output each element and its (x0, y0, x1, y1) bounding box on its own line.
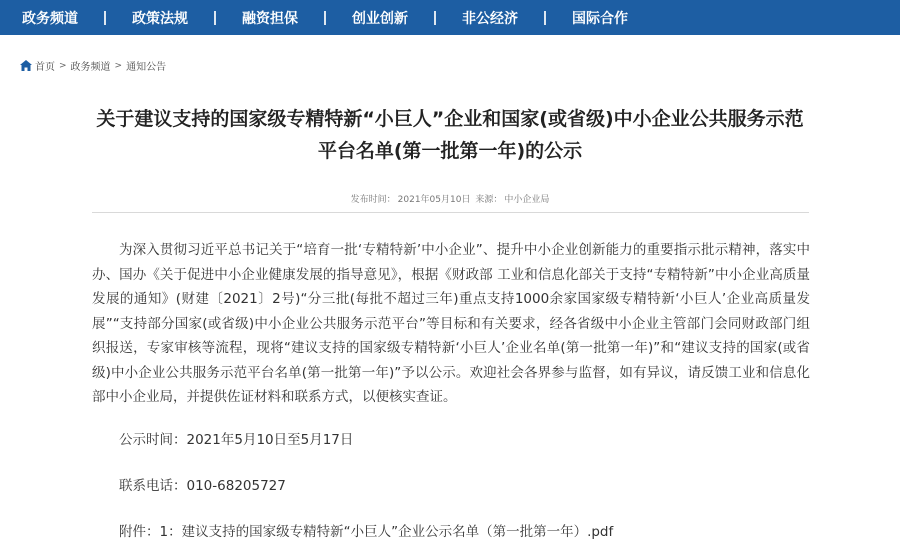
nav-separator (324, 11, 326, 25)
publish-date: 2021年05月10日 (397, 195, 471, 205)
nav-item-rongzi[interactable]: 融资担保 (242, 10, 298, 27)
breadcrumb (20, 58, 166, 73)
nav-separator (544, 11, 546, 25)
title-line-1: 关于建议支持的国家级专精特新“小巨人”企业和国家(或省级)中小企业公共服务示范 (96, 108, 804, 130)
source-name: 中小企业局 (504, 195, 550, 205)
nav-item-chuangye[interactable]: 创业创新 (352, 10, 408, 27)
nav-item-guoji[interactable]: 国际合作 (572, 10, 628, 27)
nav-separator (104, 11, 106, 25)
nav-item-feigong[interactable]: 非公经济 (462, 10, 518, 27)
title-line-2: 平台名单(第一批第一年)的公示 (317, 140, 583, 162)
publicity-period: 公示时间：2021年5月10日至5月17日 (119, 432, 354, 448)
body-paragraph: 为深入贯彻习近平总书记关于“培育一批‘专精特新’中小企业”、提升中小企业创新能力的重要指示批示精神，落实中办、国办《关于促进中小企业健康发展的指导意见》，根据《财政部 工业和信息化部关于支持“专精特新”中小企业高质量发展的通知》(财建〔2021〕2号)“分三批(每批不超过三年)重点支持1000余家国家级专精特新‘小巨人’企业高质量发展”“支持部分国家(或省级)中小企业公共服务示范平台”等目标和有关要求，经各省级中小企业主管部门会同财政部门组织报送，专家审核等流程，现将“建议支持的国家级专精特新‘小巨人’企业名单(第一批第一年)”和“建议支持的国家(或省级)中小企业公共服务示范平台名单(第一批第一年)”予以公示。欢迎社会各界参与监督，如有异议，请反馈工业和信息化部中小企业局，并提供佐证材料和联系方式，以便核实查证。 (92, 242, 810, 405)
contact-phone: 联系电话：010-68205727 (119, 478, 286, 494)
breadcrumb-tongzhi[interactable]: 通知公告 (126, 62, 167, 73)
source-label: 来源： (475, 195, 503, 205)
nav-item-zhengce[interactable]: 政策法规 (132, 10, 188, 27)
home-icon[interactable] (20, 60, 32, 71)
nav-separator (214, 11, 216, 25)
page-title (60, 103, 840, 167)
top-nav (0, 0, 900, 35)
breadcrumb-separator: > (114, 60, 123, 71)
title-divider (92, 212, 809, 213)
article-body (92, 238, 810, 410)
breadcrumb-home[interactable]: 首页 (35, 62, 55, 73)
publish-label: 发布时间： (350, 195, 396, 205)
article-meta (0, 192, 900, 205)
breadcrumb-separator: > (59, 60, 67, 71)
breadcrumb-zhengwu[interactable]: 政务频道 (70, 62, 111, 73)
nav-item-zhengwu[interactable]: 政务频道 (22, 10, 78, 27)
nav-separator (434, 11, 436, 25)
attachment-link[interactable]: 附件：1：建议支持的国家级专精特新“小巨人”企业公示名单（第一批第一年）.pdf (119, 524, 614, 540)
